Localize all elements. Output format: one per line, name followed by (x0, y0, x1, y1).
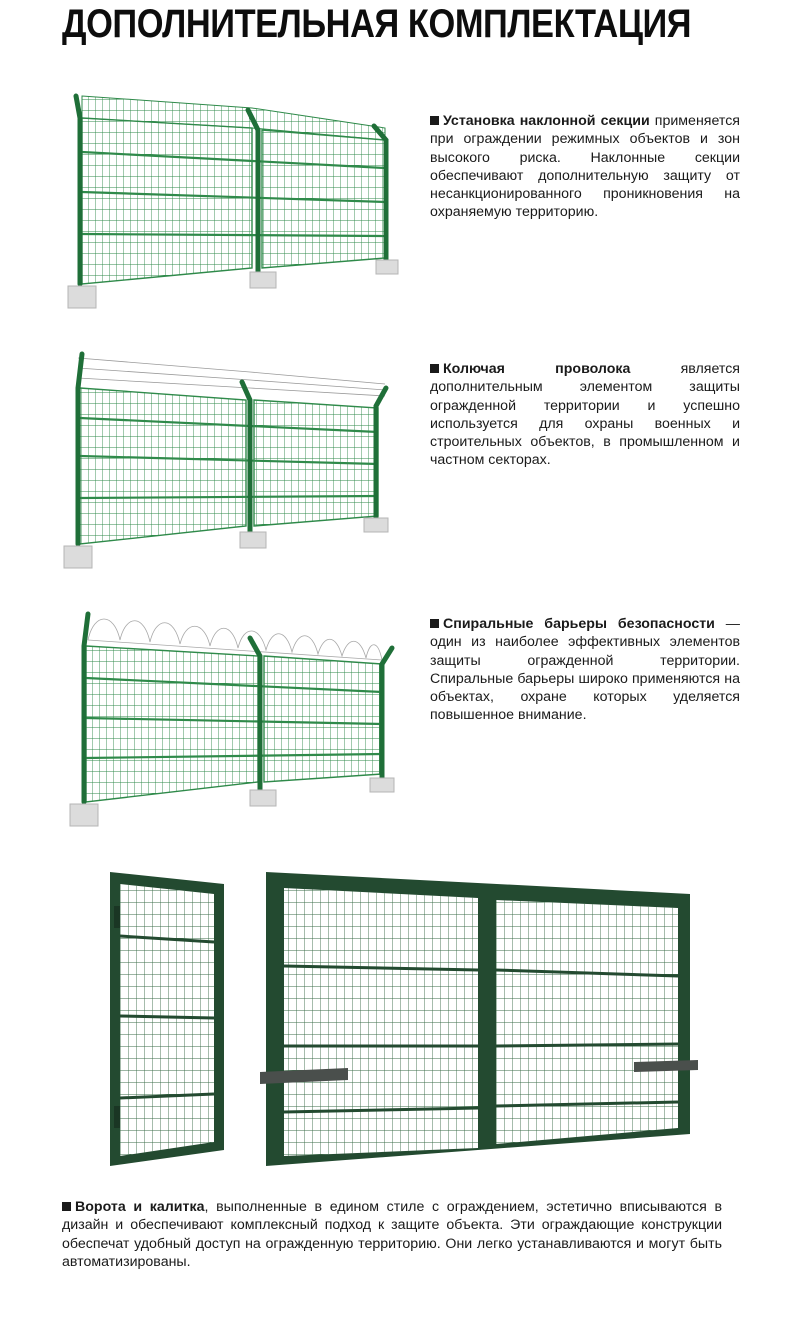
inclined-section-text: применяется при ограждении режимных объектов и зон высокого риска. Наклонные секции обеспечивают дополнительную защиту от несанкционированного проникновения на охраняемую территорию. (430, 113, 740, 221)
spiral-barrier-description (430, 615, 740, 725)
page-title: ДОПОЛНИТЕЛЬНАЯ КОМПЛЕКТАЦИЯ (62, 2, 692, 46)
inclined-section-description (430, 112, 740, 222)
spiral-barrier-title: Спиральные барьеры безопасности (443, 616, 715, 632)
inclined-section-fence-image (60, 88, 410, 316)
gates-description (62, 1198, 722, 1271)
spiral-barrier-fence-image (64, 606, 414, 831)
gate-and-wicket-image (104, 866, 704, 1172)
square-bullet-icon (430, 116, 439, 125)
barbed-wire-description (430, 360, 740, 470)
inclined-section-title: Установка наклонной секции (443, 113, 650, 129)
square-bullet-icon (430, 619, 439, 628)
gates-title: Ворота и калитка (75, 1199, 205, 1215)
barbed-wire-fence-image (60, 348, 410, 573)
spiral-barrier-text: — один из наиболее эффективных элементов защиты огражденной территории. Спиральные барьеры широко применяются на объектах, охране которых уделяется повышенное внимание. (430, 616, 740, 724)
square-bullet-icon (430, 364, 439, 373)
barbed-wire-title: Колючая проволока (443, 361, 631, 377)
barbed-wire-text: является дополнительным элементом защиты огражденной территории и успешно используется для охраны военных и строительных объектов, в промышленном и частном секторах. (430, 361, 740, 469)
gates-text: , выполненные в едином стиле с ограждением, эстетично вписываются в дизайн и обеспечивают комплексный подход к защите объекта. Эти ограждающие конструкции обеспечат удобный доступ на огражденную территорию. Они легко устанавливаются и могут быть автоматизированы. (62, 1199, 722, 1270)
square-bullet-icon (62, 1202, 71, 1211)
